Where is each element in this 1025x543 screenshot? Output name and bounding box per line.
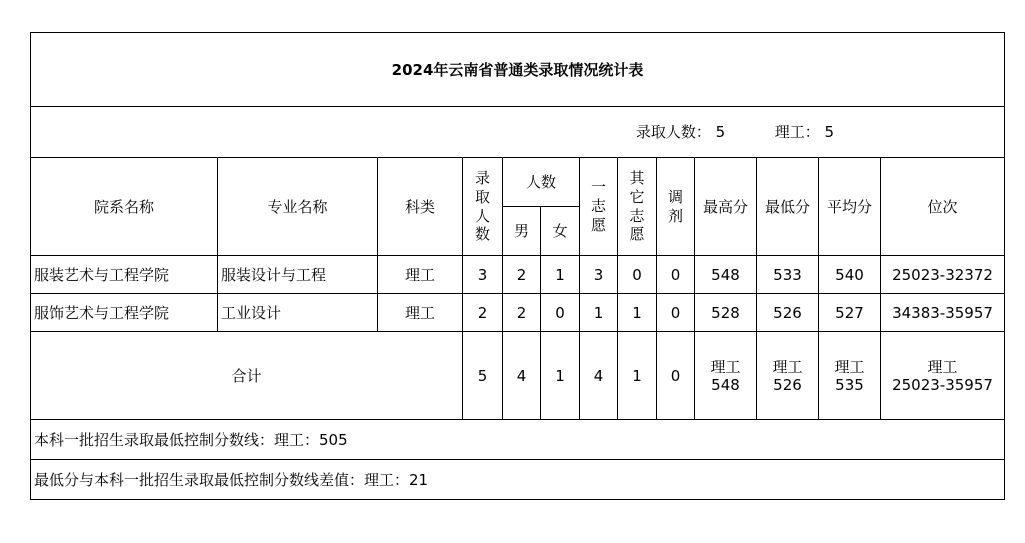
total-highest: 理工 548 bbox=[695, 332, 757, 420]
row-other-choice: 1 bbox=[618, 294, 657, 332]
total-admitted: 5 bbox=[463, 332, 503, 420]
row-first-choice: 1 bbox=[580, 294, 618, 332]
row-male: 2 bbox=[503, 256, 541, 294]
row-admitted: 3 bbox=[463, 256, 503, 294]
row-rank: 25023-32372 bbox=[881, 256, 1005, 294]
row-major: 工业设计 bbox=[218, 294, 378, 332]
header-adjusted: 调剂 bbox=[657, 158, 695, 256]
total-average: 理工 535 bbox=[819, 332, 881, 420]
difference-note: 最低分与本科一批招生录取最低控制分数线差值：理工：21 bbox=[31, 460, 1005, 500]
total-row bbox=[31, 332, 1005, 420]
header-first-choice: 一志愿 bbox=[580, 158, 618, 256]
row-highest: 548 bbox=[695, 256, 757, 294]
header-other-choice: 其它志愿 bbox=[618, 158, 657, 256]
total-female: 1 bbox=[541, 332, 580, 420]
summary-label: 录取人数： bbox=[635, 123, 711, 141]
row-male: 2 bbox=[503, 294, 541, 332]
total-lowest: 理工 526 bbox=[757, 332, 819, 420]
summary-total: 5 bbox=[715, 123, 726, 141]
table-row bbox=[31, 294, 1005, 332]
header-rank: 位次 bbox=[881, 158, 1005, 256]
header-major: 专业名称 bbox=[218, 158, 378, 256]
total-rank: 理工 25023-35957 bbox=[881, 332, 1005, 420]
control-line-note: 本科一批招生录取最低控制分数线：理工：505 bbox=[31, 420, 1005, 460]
row-lowest: 533 bbox=[757, 256, 819, 294]
header-highest: 最高分 bbox=[695, 158, 757, 256]
row-female: 1 bbox=[541, 256, 580, 294]
total-first-choice: 4 bbox=[580, 332, 618, 420]
summary-category-count: 5 bbox=[824, 123, 835, 141]
row-average: 540 bbox=[819, 256, 881, 294]
row-rank: 34383-35957 bbox=[881, 294, 1005, 332]
row-other-choice: 0 bbox=[618, 256, 657, 294]
header-admitted: 录取人数 bbox=[463, 158, 503, 256]
total-adjusted: 0 bbox=[657, 332, 695, 420]
header-category: 科类 bbox=[378, 158, 463, 256]
header-female: 女 bbox=[541, 207, 580, 256]
admission-statistics-table bbox=[30, 32, 1005, 500]
row-average: 527 bbox=[819, 294, 881, 332]
header-people: 人数 bbox=[503, 158, 580, 207]
row-department: 服饰艺术与工程学院 bbox=[31, 294, 218, 332]
row-lowest: 526 bbox=[757, 294, 819, 332]
total-other-choice: 1 bbox=[618, 332, 657, 420]
row-department: 服装艺术与工程学院 bbox=[31, 256, 218, 294]
row-adjusted: 0 bbox=[657, 256, 695, 294]
admission-summary bbox=[31, 107, 1005, 158]
row-category: 理工 bbox=[378, 294, 463, 332]
table-row bbox=[31, 256, 1005, 294]
row-first-choice: 3 bbox=[580, 256, 618, 294]
row-major: 服装设计与工程 bbox=[218, 256, 378, 294]
summary-category-label: 理工： bbox=[774, 123, 820, 141]
row-adjusted: 0 bbox=[657, 294, 695, 332]
total-male: 4 bbox=[503, 332, 541, 420]
header-male: 男 bbox=[503, 207, 541, 256]
header-average: 平均分 bbox=[819, 158, 881, 256]
row-female: 0 bbox=[541, 294, 580, 332]
table-title: 2024年云南省普通类录取情况统计表 bbox=[31, 33, 1005, 107]
header-lowest: 最低分 bbox=[757, 158, 819, 256]
row-admitted: 2 bbox=[463, 294, 503, 332]
total-label: 合计 bbox=[31, 332, 463, 420]
header-department: 院系名称 bbox=[31, 158, 218, 256]
row-category: 理工 bbox=[378, 256, 463, 294]
row-highest: 528 bbox=[695, 294, 757, 332]
